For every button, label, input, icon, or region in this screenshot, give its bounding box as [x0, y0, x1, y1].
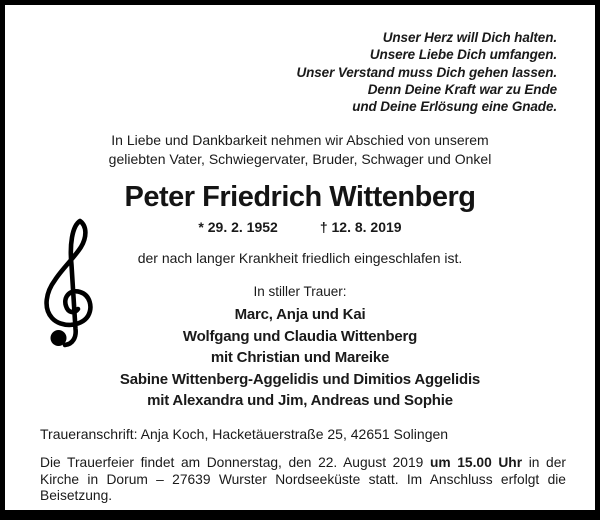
- treble-clef-icon: [40, 217, 110, 355]
- funeral-text-part1: Die Trauerfeier findet am Donnerstag, den 22. August 2019: [40, 455, 430, 470]
- mourning-intro: In stiller Trauer:: [253, 284, 347, 299]
- poem-line: Unsere Liebe Dich umfangen.: [369, 47, 557, 63]
- farewell-intro-line: geliebten Vater, Schwiegervater, Bruder, Schwager und Onkel: [108, 150, 492, 167]
- poem-line: und Deine Erlösung eine Gnade.: [352, 99, 557, 115]
- funeral-time: um 15.00 Uhr: [429, 455, 523, 470]
- birth-date: * 29. 2. 1952: [198, 219, 278, 235]
- farewell-intro-line: In Liebe und Dankbarkeit nehmen wir Abschied von unserem: [111, 132, 489, 148]
- passing-note: der nach langer Krankheit friedlich eingeschlafen ist.: [137, 250, 463, 266]
- mourner-line: mit Alexandra und Jim, Andreas und Sophie: [147, 392, 453, 409]
- poem-line: Unser Verstand muss Dich gehen lassen.: [296, 64, 557, 80]
- funeral-details: [40, 455, 566, 505]
- mourner-line: Wolfgang und Claudia Wittenberg: [182, 327, 418, 345]
- death-date: † 12. 8. 2019: [319, 219, 402, 235]
- poem-line: Unser Herz will Dich halten.: [382, 30, 557, 45]
- mourner-line: Sabine Wittenberg-Aggelidis und Dimitios Aggelidis: [119, 370, 481, 388]
- memorial-poem: [296, 29, 557, 115]
- deceased-name: Peter Friedrich Wittenberg: [124, 181, 476, 213]
- mourner-line: Marc, Anja und Kai: [234, 306, 366, 323]
- farewell-intro: [0, 131, 600, 168]
- funeral-text-part2: in der Kirche in Dorum – 27639 Wurster Nordseeküste statt. Im Anschluss erfolgt die Beisetzung.: [40, 455, 566, 503]
- poem-line: Denn Deine Kraft war zu Ende: [367, 81, 557, 97]
- mourner-line: mit Christian und Mareike: [210, 349, 390, 366]
- mourning-address: Traueranschrift: Anja Koch, Hacketäuerstraße 25, 42651 Solingen: [40, 426, 449, 442]
